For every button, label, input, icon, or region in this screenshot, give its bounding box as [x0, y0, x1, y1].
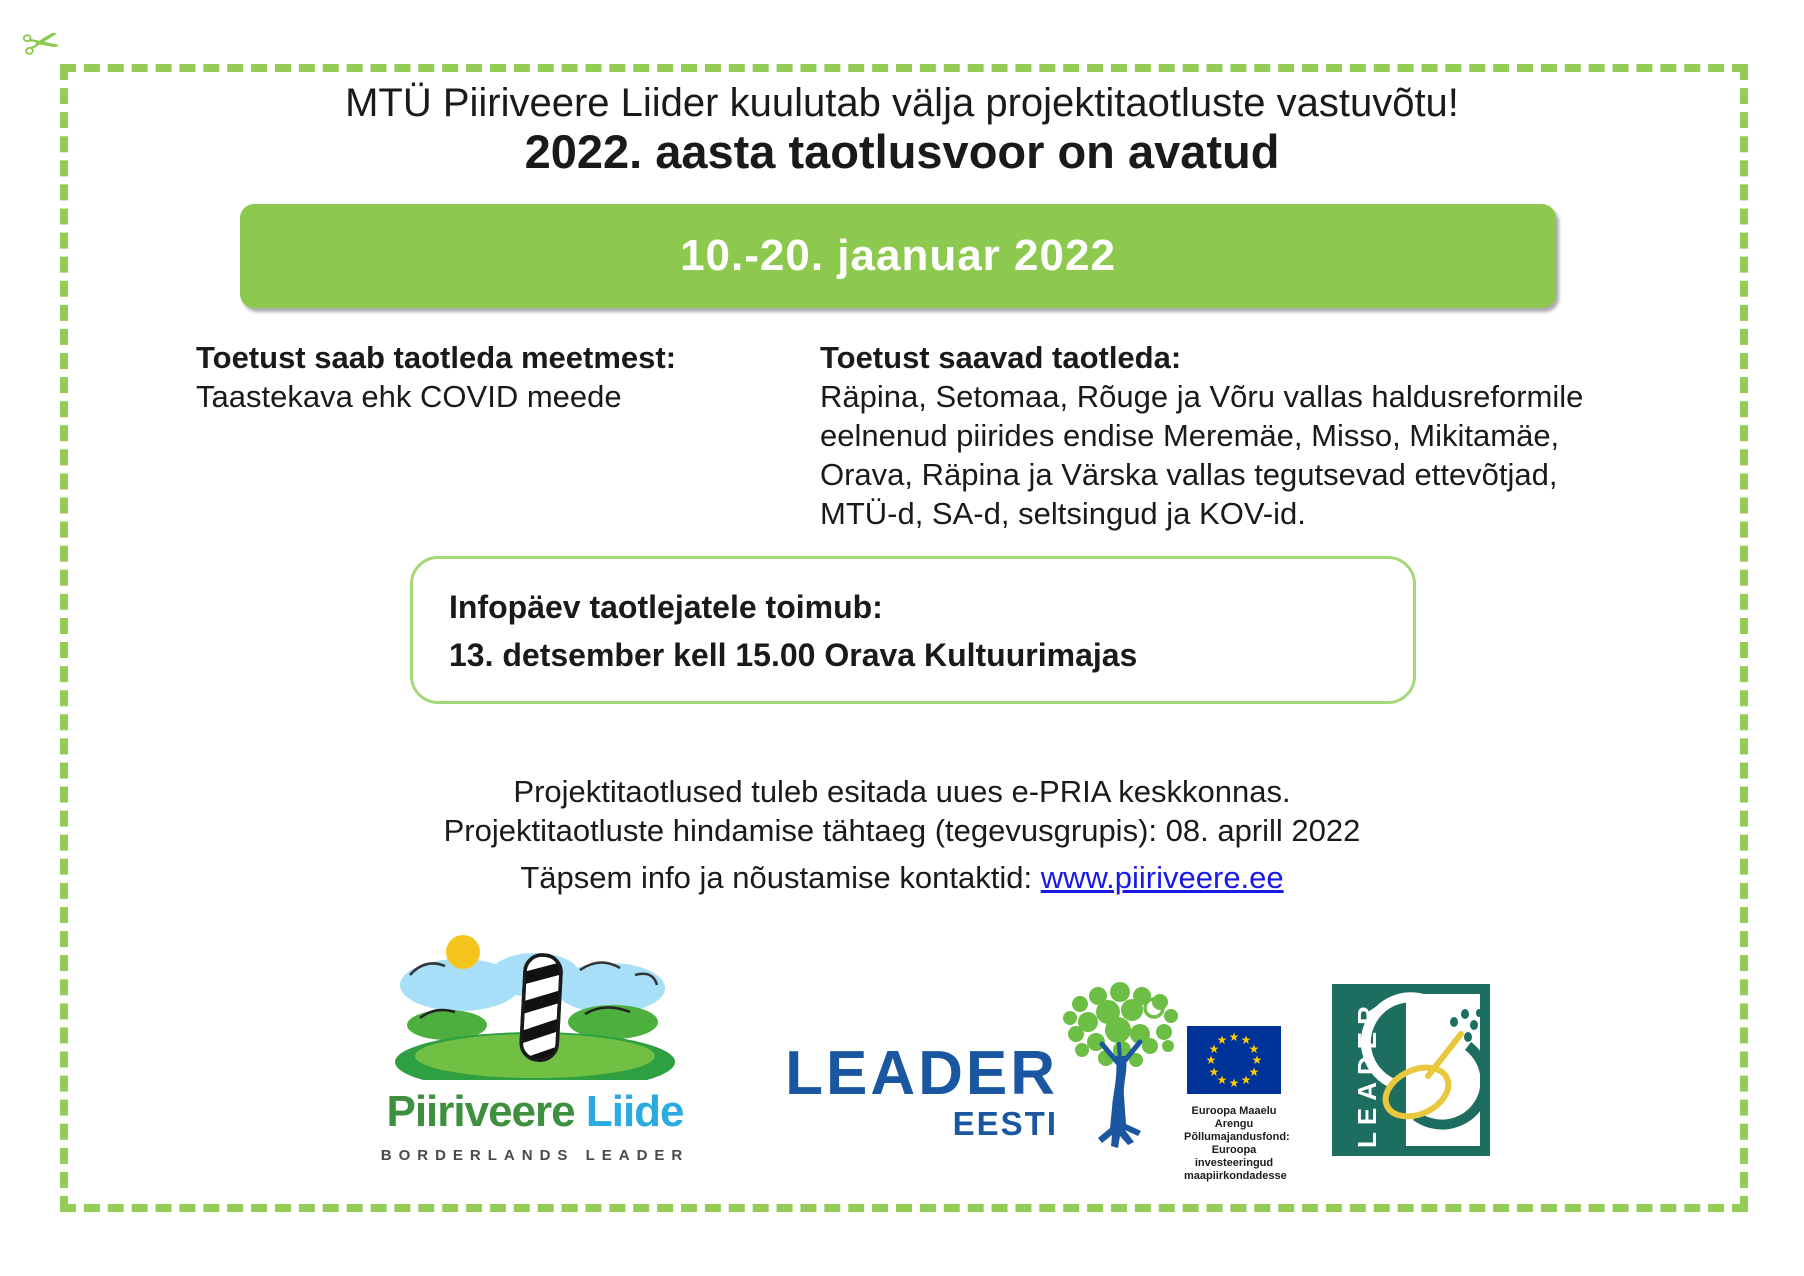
poster-title-line2: 2022. aasta taotlusvoor on avatud	[524, 125, 1280, 178]
svg-text:★: ★	[1208, 1065, 1220, 1079]
info-day-line1: Infopäev taotlejatele toimub:	[449, 589, 883, 625]
svg-text:★: ★	[1240, 1073, 1252, 1087]
contact-line	[0, 860, 1804, 896]
poster-title-line1: MTÜ Piiriveere Liider kuulutab välja projektitaotluste vastuvõtu!	[345, 81, 1459, 125]
leader-eesti-title: LEADER	[785, 1039, 1058, 1108]
piiriveere-name-green: Piiriveere	[386, 1087, 586, 1136]
applicants-body: Räpina, Setomaa, Rõuge ja Võru vallas haldusreformile eelnenud piirides endise Meremäe, Misso, Mikitamäe, Orava, Räpina ja Värska vallas tegutsevad ettevõtjad, MTÜ-d, SA-d, seltsingud ja KOV-id.	[820, 379, 1584, 531]
svg-text:★: ★	[1208, 1042, 1220, 1056]
leader-eesti-tree-icon	[1058, 978, 1183, 1161]
measure-body: Taastekava ehk COVID meede	[196, 379, 622, 414]
applicants-column	[820, 338, 1620, 533]
eu-fund-caption	[1184, 1105, 1290, 1183]
eu-caption-line1: Euroopa Maaelu Arengu	[1191, 1105, 1277, 1130]
applicants-heading: Toetust saavad taotleda:	[820, 340, 1182, 375]
submission-note-line1: Projektitaotlused tuleb esitada uues e-PRIA keskkonnas.	[513, 774, 1291, 809]
measure-heading: Toetust saab taotleda meetmest:	[196, 340, 677, 375]
leader-eu-vertical-label: LEADER	[1352, 999, 1382, 1148]
info-day-line2: 13. detsember kell 15.00 Orava Kultuurimajas	[449, 637, 1138, 673]
piiriveere-liider-logo	[355, 930, 715, 1164]
application-period-dates: 10.-20. jaanuar 2022	[680, 231, 1116, 280]
svg-text:★: ★	[1205, 1053, 1217, 1067]
eu-caption-line2: Põllumajandusfond:	[1184, 1131, 1290, 1143]
leader-eesti-logo	[782, 1039, 1058, 1142]
svg-text:★: ★	[1216, 1073, 1228, 1087]
info-day-box	[410, 556, 1416, 704]
contact-prefix: Täpsem info ja nõustamise kontaktid:	[520, 860, 1041, 895]
leader-eu-emblem	[1332, 984, 1490, 1161]
piiriveere-name-blue: Liide	[585, 1087, 684, 1136]
submission-notes	[0, 772, 1804, 850]
svg-text:★: ★	[1248, 1042, 1260, 1056]
piiriveere-logo-subtitle: BORDERLANDS LEADER	[380, 1147, 690, 1164]
svg-text:★: ★	[1248, 1065, 1260, 1079]
eu-flag-block	[1184, 1026, 1290, 1183]
svg-text:★: ★	[1251, 1053, 1263, 1067]
application-period-banner	[240, 204, 1556, 308]
sun-icon	[446, 935, 480, 969]
svg-text:★: ★	[1240, 1033, 1252, 1047]
piiriveere-website-link[interactable]: www.piiriveere.ee	[1040, 860, 1284, 895]
eu-caption-line4: maapiirkondadesse	[1184, 1170, 1287, 1182]
submission-note-line2: Projektitaotluste hindamise tähtaeg (tegevusgrupis): 08. aprill 2022	[443, 813, 1361, 848]
svg-text:★: ★	[1216, 1033, 1228, 1047]
scissors-icon: ✂	[17, 14, 65, 72]
piiriveere-logo-name	[355, 1087, 715, 1137]
eu-flag-icon	[1187, 1026, 1281, 1094]
leader-eesti-subtitle: EESTI	[952, 1105, 1058, 1142]
piiriveere-landscape-illustration	[385, 930, 685, 1080]
svg-text:★: ★	[1228, 1076, 1240, 1090]
svg-text:★: ★	[1228, 1030, 1240, 1044]
eu-caption-line3: Euroopa investeeringud	[1194, 1144, 1274, 1169]
measure-column	[196, 338, 796, 416]
